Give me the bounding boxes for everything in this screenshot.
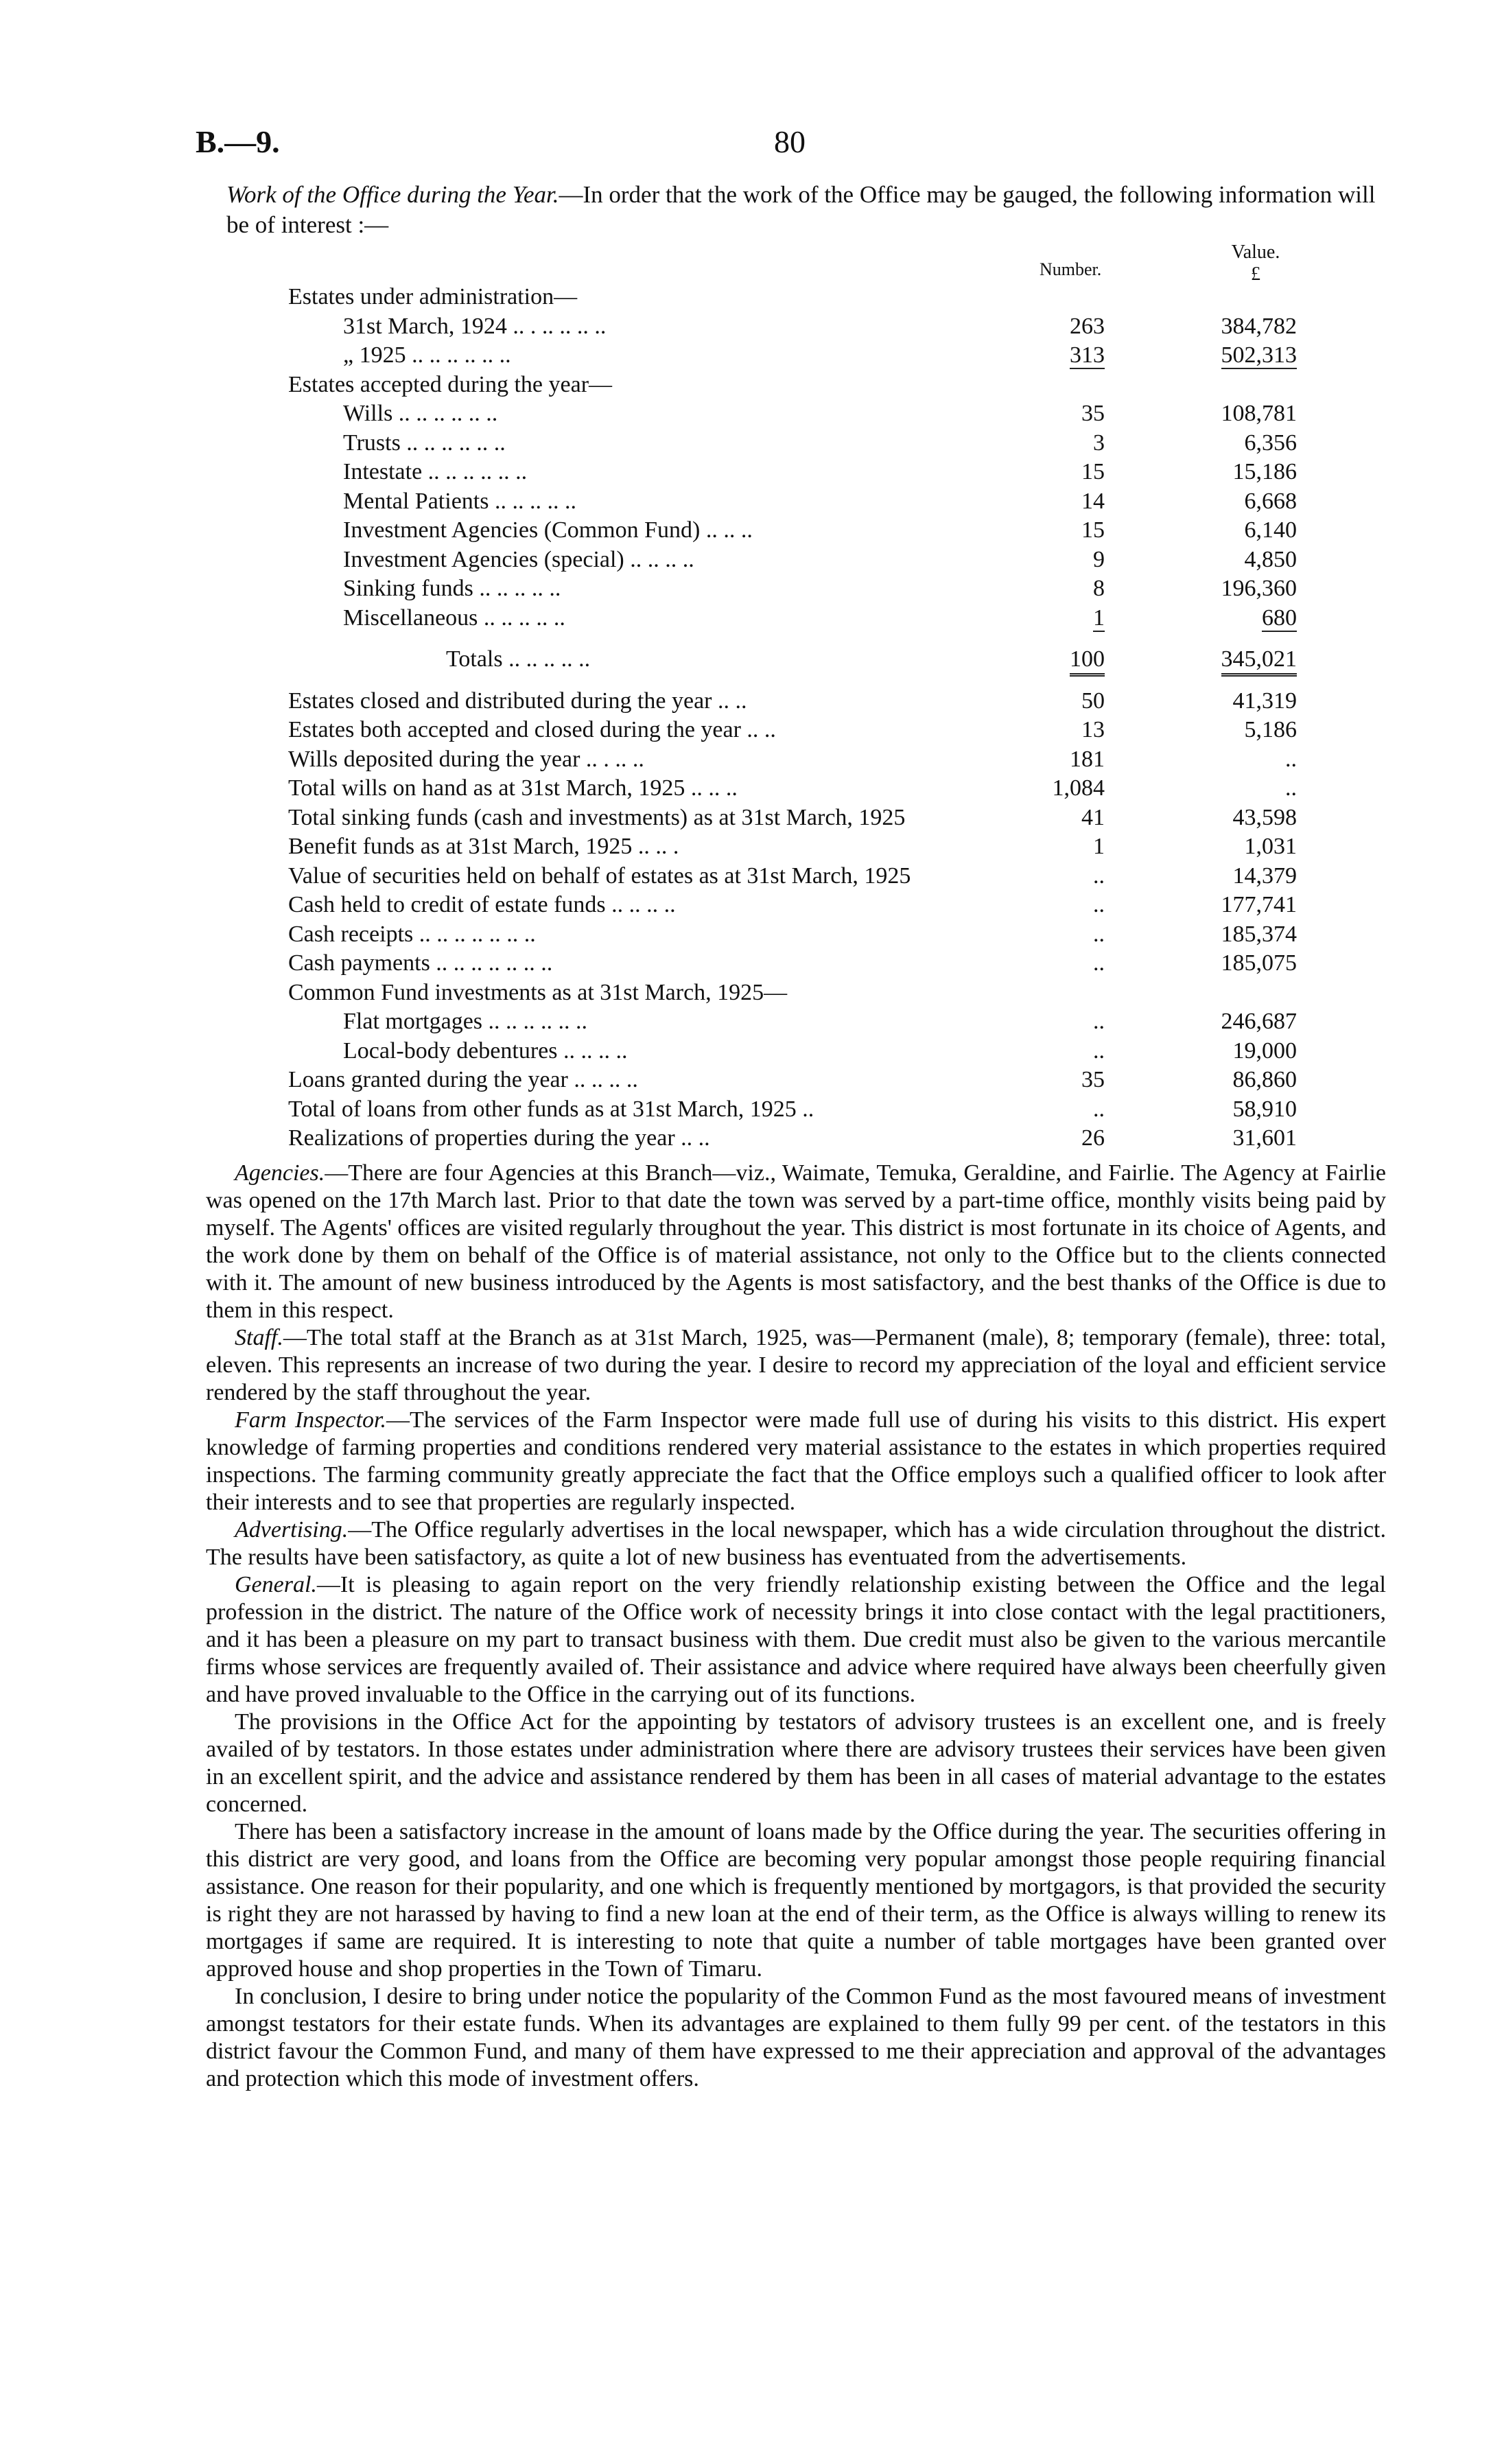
report-body [206,1160,1386,2093]
row-number: 3 [1093,430,1105,456]
paragraph-text: —There are four Agencies at this Branch—viz., Waimate, Temuka, Geraldine, and Fairlie. The Agency at Fairlie was opened on the 17th March last. Prior to that date the town was served by a part-time office, monthly visits being paid by myself. The Agents' offices are visited regularly throughout the year. This district is most fortunate in its choice of Agents, and the work done by them on behalf of the Office is of material assistance, not only to the Office but to the clients connected with it. The amount of new business introduced by the Agents is most satisfactory, and the best thanks of the Office is due to them in this respect. [206,1160,1386,1323]
row-label: Estates under administration— [288,284,578,309]
row-value: 6,140 [1244,517,1297,543]
paragraph-heading: Staff. [235,1325,283,1350]
table-row [288,341,1297,371]
row-label: Estates accepted during the year— [288,371,613,397]
row-number: 100 [1029,645,1105,674]
row-label: 31st March, 1924 .. . .. .. .. .. [343,313,607,339]
number-column-header: Number. [1040,259,1102,279]
row-number: 263 [1070,313,1105,339]
table-row [288,399,1297,429]
row-number: .. [1093,1096,1105,1122]
table-row [288,458,1297,487]
row-number: 15 [1081,517,1105,543]
table-row [288,949,1297,978]
row-value: 246,687 [1221,1009,1297,1034]
table-row [288,545,1297,575]
row-label: Intestate .. .. .. .. .. .. [343,459,528,484]
intro-text: —In order that the work of the Office may be gauged, the following information will be of interest :— [226,181,1376,238]
table-row [288,574,1297,604]
row-label: Common Fund investments as at 31st March, 1925— [288,979,788,1005]
row-value: 1,031 [1244,834,1297,859]
row-number: 181 [1070,746,1105,772]
row-label: Loans granted during the year .. .. .. .. [288,1067,638,1092]
row-label: Totals .. .. .. .. .. [446,646,591,672]
row-number: .. [1093,892,1105,917]
table-row [288,1095,1297,1125]
row-number: 15 [1081,459,1105,484]
row-value: .. [1285,746,1297,772]
table-row [288,891,1297,920]
row-value: 680 [1262,605,1297,631]
row-value: 43,598 [1232,804,1297,830]
table-row [288,645,1297,674]
row-number: 35 [1081,1067,1105,1092]
row-label: „ 1925 .. .. .. .. .. .. [343,342,511,368]
row-number: .. [1093,950,1105,976]
row-value: 15,186 [1232,459,1297,484]
table-row [288,716,1297,745]
row-label: Investment Agencies (Common Fund) .. .. .. [343,517,753,543]
row-label: Cash held to credit of estate funds .. .. .. .. [288,892,676,917]
paragraph-heading: General. [235,1572,317,1597]
paragraph-text: —The total staff at the Branch as at 31st March, 1925, was—Permanent (male), 8; temporary (female), three: total, eleven. This represents an increase of two during the year. I desire to record my appreciation of the loyal and efficient service rendered by the staff throughout the year. [206,1325,1386,1405]
row-number: 50 [1081,688,1105,714]
row-label: Wills .. .. .. .. .. .. [343,401,498,426]
row-value: 502,313 [1221,342,1297,368]
value-column-header [1204,242,1307,285]
table-row [288,283,1297,312]
paragraph [206,1324,1386,1407]
intro-lead: Work of the Office during the Year. [226,181,559,208]
table-row [288,862,1297,891]
table-row [288,774,1297,803]
row-label: Estates both accepted and closed during the year .. .. [288,717,776,742]
row-value: 108,781 [1221,401,1297,426]
row-value: 185,075 [1221,950,1297,976]
paragraph-text: —It is pleasing to again report on the very friendly relationship existing between the Office and the legal profession in the district. The nature of the Office work of necessity brings it into close contact with the legal practitioners, and it has been a pleasure on my part to transact business with them. Due credit must also be given to the various mercantile firms whose services are frequently availed of. Their assistance and advice where required have always been cheerfully given and have proved invaluable to the Office in the carrying out of its functions. [206,1572,1386,1707]
row-number: 35 [1081,401,1105,426]
table-row [288,312,1297,342]
table-row [288,832,1297,862]
row-value: 196,360 [1221,576,1297,601]
row-number: .. [1093,1037,1105,1064]
table-row [288,1124,1297,1153]
row-label: Miscellaneous .. .. .. .. .. [343,605,565,631]
row-value: 19,000 [1232,1037,1297,1064]
table-row [288,429,1297,458]
row-label: Wills deposited during the year .. . .. .. [288,746,644,772]
row-number: .. [1093,863,1105,889]
row-number: 9 [1093,546,1105,572]
row-label: Flat mortgages .. .. .. .. .. .. [343,1009,588,1034]
statistics-table [288,233,1297,1153]
row-label: Cash payments .. .. .. .. .. .. .. [288,950,553,976]
row-value: 185,374 [1221,921,1297,947]
row-number: 313 [1070,342,1105,368]
paragraph-text: The provisions in the Office Act for the appointing by testators of advisory trustees is an excellent one, and is freely availed of by testators. In those estates under administration where there are advisory trustees their services have been given in an excellent spirit, and the advice and assistance rendered by them has been in all cases of material advantage to the estates concerned. [206,1709,1386,1817]
row-number: 8 [1093,576,1105,601]
row-label: Trusts .. .. .. .. .. .. [343,430,506,456]
table-row [288,604,1297,633]
paragraph [206,1983,1386,2093]
row-number: 1 [1093,834,1105,859]
row-value: 5,186 [1244,717,1297,742]
paragraph [206,1516,1386,1571]
row-value: .. [1285,775,1297,801]
row-label: Cash receipts .. .. .. .. .. .. .. [288,921,536,947]
table-row [288,920,1297,950]
row-value: 177,741 [1221,892,1297,917]
paragraph-text: —The services of the Farm Inspector were made full use of during his visits to this district. His expert knowledge of farming properties and conditions rendered very material assistance to the estates in which properties required inspections. The farming community greatly appreciate the fact that the Office employs such a qualified officer to look after their interests and to see that properties are regularly inspected. [206,1407,1386,1515]
row-number: .. [1093,1009,1105,1034]
row-number: 13 [1081,717,1105,742]
paragraph [206,1571,1386,1709]
document-reference: B.—9. [196,124,280,159]
table-row [288,687,1297,716]
intro-paragraph [226,180,1386,240]
paragraph [206,1407,1386,1516]
value-column-label: Value. [1231,242,1280,263]
row-value: 6,668 [1244,488,1297,514]
row-value: 58,910 [1232,1096,1297,1122]
row-label: Realizations of properties during the year .. .. [288,1125,710,1151]
table-header [288,233,1297,283]
table-row [288,1037,1297,1066]
paragraph-heading: Farm Inspector. [235,1407,386,1433]
table-row [288,371,1297,400]
paragraph-text: There has been a satisfactory increase in the amount of loans made by the Office during the year. The securities offering in this district are very good, and loans from the Office are becoming very popular amongst those people requiring financial assistance. One reason for their popularity, and one which is frequently mentioned by mortgagors, is that provided the security is right they are not harassed by having to find a new loan at the end of their term, as the Office is always willing to renew its mortgages if same are required. It is interesting to note that quite a number of table mortgages have been granted over approved house and shop properties in the Town of Timaru. [206,1819,1386,1982]
table-row [288,487,1297,517]
table-row [288,978,1297,1008]
row-label: Mental Patients .. .. .. .. .. [343,488,576,514]
row-label: Investment Agencies (special) .. .. .. .. [343,546,694,572]
row-label: Benefit funds as at 31st March, 1925 .. .. . [288,834,679,859]
paragraph-text: —The Office regularly advertises in the local newspaper, which has a wide circulation throughout the district. The results have been satisfactory, as quite a lot of new business has eventuated from the advertisements. [206,1517,1386,1570]
page-number: 80 [774,124,806,159]
paragraph-heading: Advertising. [235,1517,349,1542]
table-row [288,803,1297,833]
row-value: 14,379 [1232,863,1297,889]
paragraph [206,1818,1386,1983]
row-label: Total wills on hand as at 31st March, 1925 .. .. .. [288,775,738,801]
row-number: 1,084 [1052,775,1105,801]
table-body [288,283,1297,1153]
table-row [288,516,1297,545]
row-label: Local-body debentures .. .. .. .. [343,1037,628,1064]
row-label: Sinking funds .. .. .. .. .. [343,576,561,601]
row-number: 1 [1093,605,1105,631]
paragraph-heading: Agencies. [235,1160,325,1186]
row-value: 4,850 [1244,546,1297,572]
table-row [288,1066,1297,1095]
row-value: 345,021 [1146,645,1297,674]
value-column-unit: £ [1251,263,1260,285]
row-label: Value of securities held on behalf of estates as at 31st March, 1925 [288,863,911,889]
row-number: 14 [1081,488,1105,514]
row-value: 86,860 [1232,1067,1297,1092]
row-number: 26 [1081,1125,1105,1151]
row-number: 41 [1081,804,1105,830]
row-value: 41,319 [1232,688,1297,714]
row-label: Total of loans from other funds as at 31st March, 1925 .. [288,1096,814,1122]
row-value: 6,356 [1244,430,1297,456]
row-value: 384,782 [1221,313,1297,339]
row-label: Total sinking funds (cash and investments) as at 31st March, 1925 [288,804,906,830]
paragraph-text: In conclusion, I desire to bring under notice the popularity of the Common Fund as the most favoured means of investment amongst testators for their estate funds. When its advantages are explained to them fully 99 per cent. of the testators in this district favour the Common Fund, and many of them have expressed to me their appreciation and approval of the advantages and protection which this mode of investment offers. [206,1984,1386,2091]
table-row [288,745,1297,775]
row-value: 31,601 [1232,1125,1297,1151]
paragraph [206,1709,1386,1818]
row-number: .. [1093,921,1105,947]
row-label: Estates closed and distributed during the year .. .. [288,688,747,714]
table-row [288,1007,1297,1037]
paragraph [206,1160,1386,1324]
